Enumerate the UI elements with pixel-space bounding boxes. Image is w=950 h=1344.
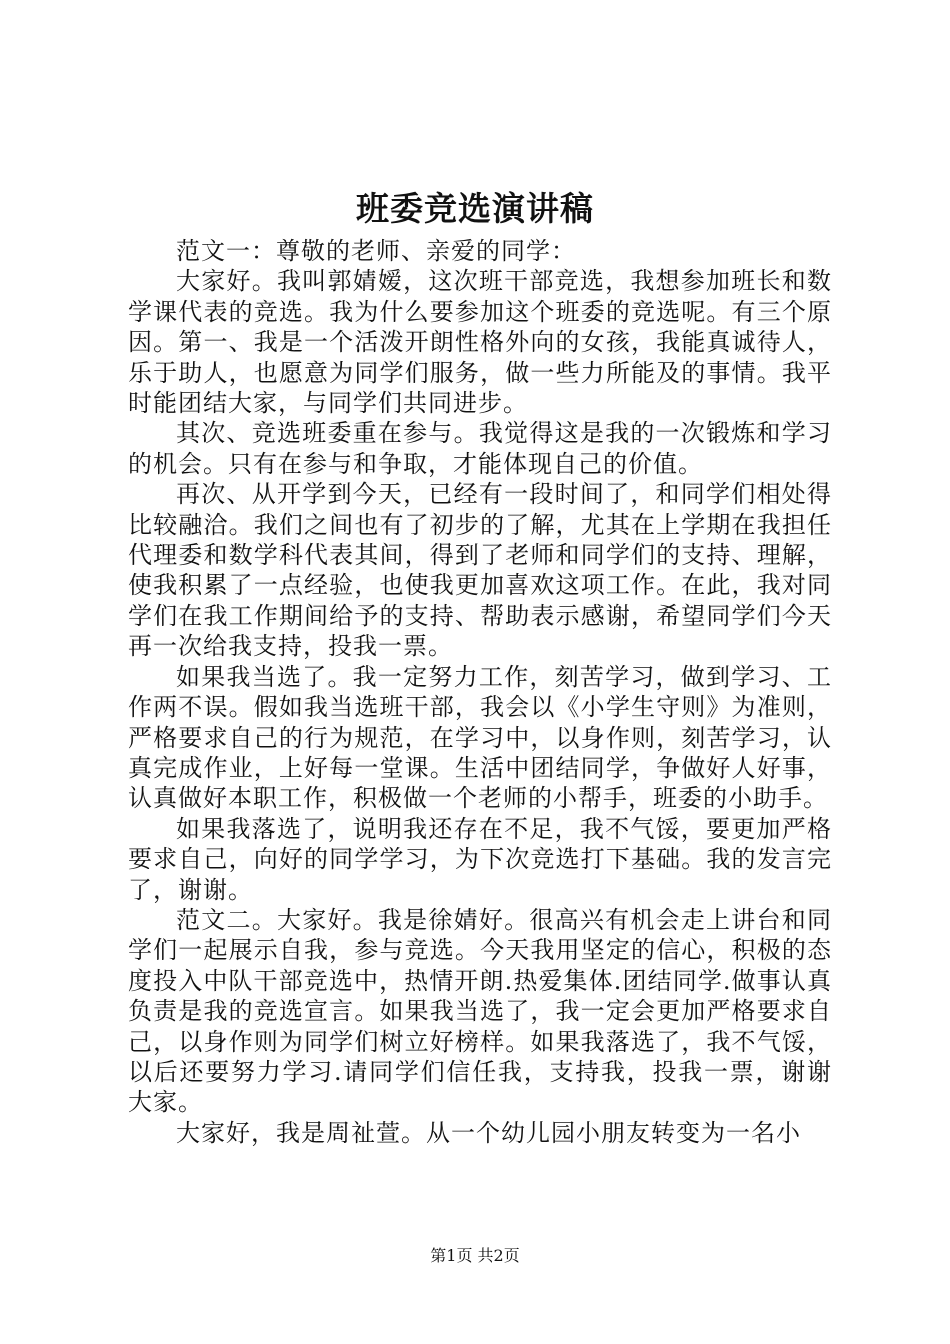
paragraph-5: 如果我当选了。我一定努力工作，刻苦学习，做到学习、工作两不误。假如我当选班干部，我会以《小学生守则》为准则，严格要求自己的行为规范，在学习中，以身作则，刻苦学习，认真完成作业，上好每一堂课。生活中团结同学，争做好人好事，认真做好本职工作，积极做一个老师的小帮手，班委的小助手。 [128, 662, 832, 813]
paragraph-4: 再次、从开学到今天，已经有一段时间了，和同学们相处得比较融洽。我们之间也有了初步的了解，尤其在上学期在我担任代理委和数学科代表其间，得到了老师和同学们的支持、理解，使我积累了一点经验，也使我更加喜欢这项工作。在此，我对同学们在我工作期间给予的支持、帮助表示感谢，希望同学们今天再一次给我支持，投我一票。 [128, 480, 832, 661]
document-body [128, 236, 832, 1148]
paragraph-3: 其次、竞选班委重在参与。我觉得这是我的一次锻炼和学习的机会。只有在参与和争取，才能体现自己的价值。 [128, 419, 832, 478]
document-title: 班委竞选演讲稿 [356, 189, 594, 228]
paragraph-6: 如果我落选了，说明我还存在不足，我不气馁，要更加严格要求自己，向好的同学学习，为下次竞选打下基础。我的发言完了，谢谢。 [128, 814, 832, 904]
paragraph-2: 大家好。我叫郭婧嫒，这次班干部竞选，我想参加班长和数学课代表的竞选。我为什么要参加这个班委的竞选呢。有三个原因。第一、我是一个活泼开朗性格外向的女孩，我能真诚待人，乐于助人，也愿意为同学们服务，做一些力所能及的事情。我平时能团结大家，与同学们共同进步。 [128, 267, 832, 418]
paragraph-7: 范文二。大家好。我是徐婧好。很高兴有机会走上讲台和同学们一起展示自我，参与竞选。今天我用坚定的信心，积极的态度投入中队干部竞选中，热情开朗.热爱集体.团结同学.做事认真负责是我的竞选宣言。如果我当选了，我一定会更加严格要求自己，以身作则为同学们树立好榜样。如果我落选了，我不气馁，以后还要努力学习.请同学们信任我，支持我，投我一票，谢谢大家。 [128, 905, 832, 1117]
paragraph-1: 范文一：尊敬的老师、亲爱的同学： [176, 237, 576, 265]
page-footer: 第1页 共2页 [430, 1246, 520, 1265]
paragraph-8: 大家好，我是周祉萱。从一个幼儿园小朋友转变为一名小 [176, 1118, 801, 1147]
